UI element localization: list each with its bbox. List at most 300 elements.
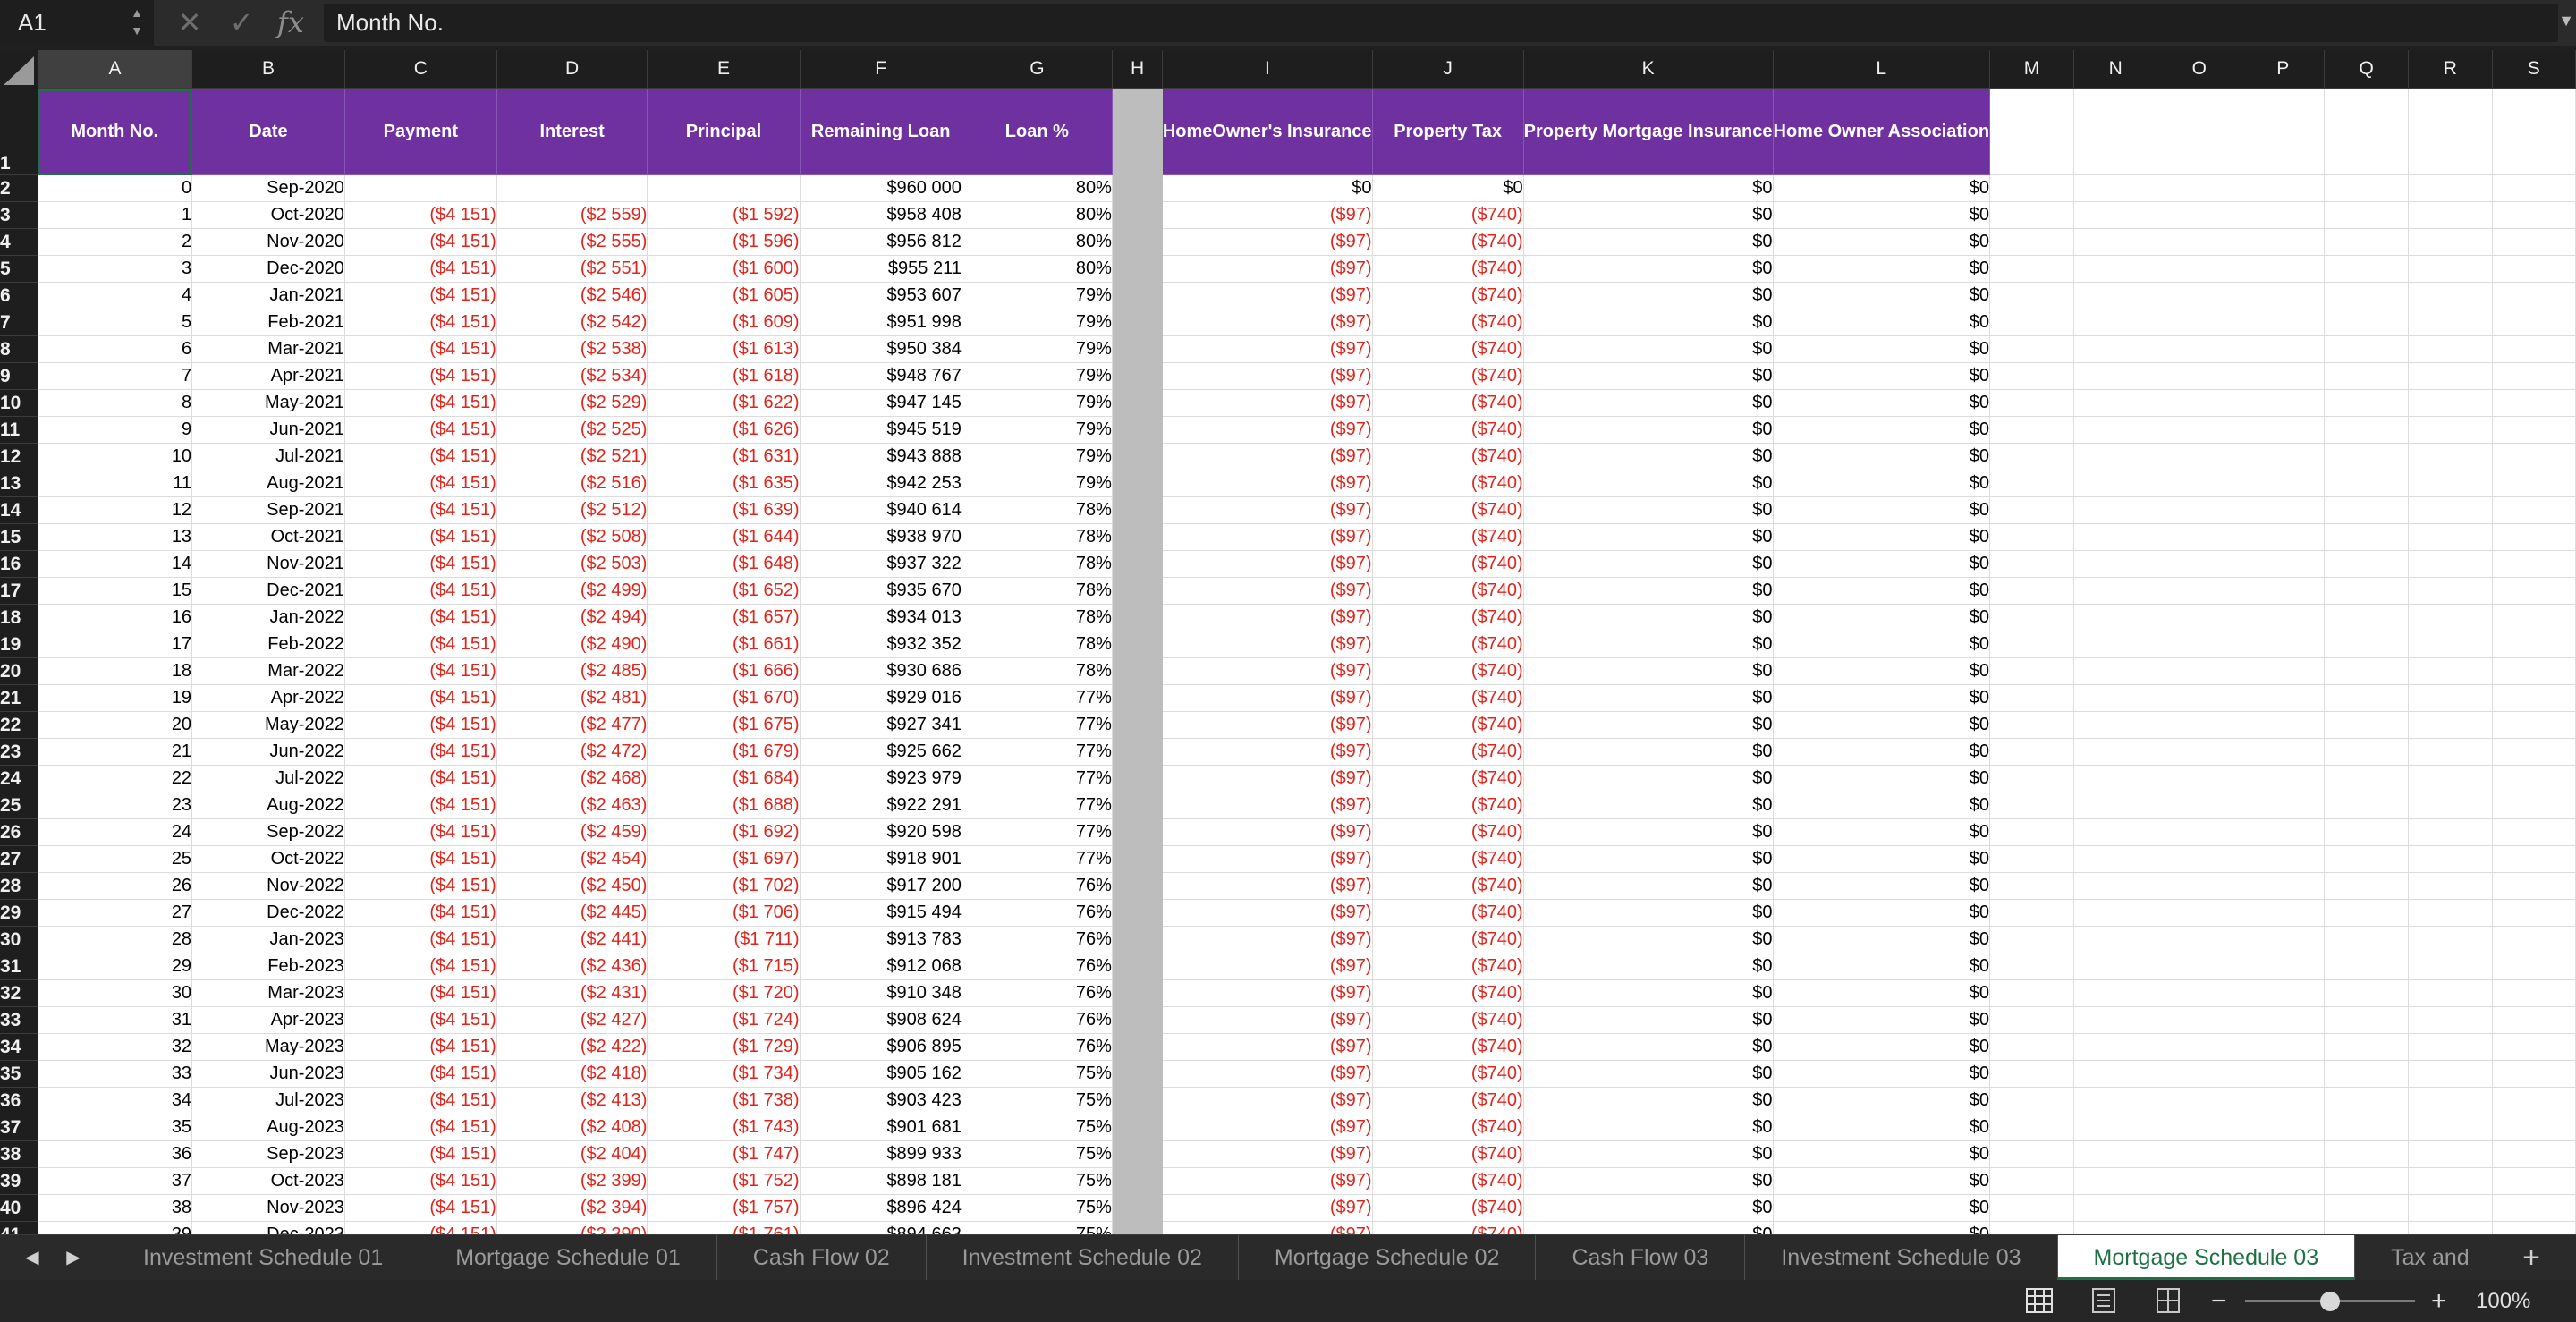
table-cell[interactable]: ($97) (1163, 229, 1372, 256)
table-cell[interactable]: 77% (962, 819, 1112, 846)
gap-column[interactable] (1112, 792, 1162, 819)
table-cell[interactable]: 79% (962, 390, 1112, 417)
empty-cell[interactable] (2325, 470, 2409, 497)
gap-column[interactable] (1112, 685, 1162, 712)
gap-column[interactable] (1112, 524, 1162, 551)
empty-cell[interactable] (2073, 1141, 2157, 1168)
gap-column[interactable] (1112, 256, 1162, 283)
page-break-view-icon[interactable] (2154, 1287, 2182, 1314)
empty-cell[interactable] (2157, 766, 2241, 792)
empty-cell[interactable] (2325, 309, 2409, 336)
empty-cell[interactable] (2157, 390, 2241, 417)
empty-cell[interactable] (2073, 417, 2157, 444)
table-cell[interactable]: 19 (38, 685, 191, 712)
table-cell[interactable]: $940 614 (800, 497, 962, 524)
empty-cell[interactable] (2241, 712, 2325, 739)
table-cell[interactable]: $0 (1773, 658, 1990, 685)
table-cell[interactable]: 16 (38, 605, 191, 631)
table-cell[interactable]: 8 (38, 390, 191, 417)
empty-cell[interactable] (2157, 658, 2241, 685)
row-header[interactable]: 12 (0, 444, 38, 470)
table-cell[interactable]: $948 767 (800, 363, 962, 390)
empty-cell[interactable] (2073, 175, 2157, 202)
header-homeowners-insurance[interactable]: HomeOwner's Insurance (1163, 89, 1372, 175)
table-cell[interactable]: ($4 151) (344, 900, 496, 927)
table-cell[interactable]: $912 068 (800, 953, 962, 980)
empty-cell[interactable] (2325, 497, 2409, 524)
empty-cell[interactable] (2073, 390, 2157, 417)
empty-cell[interactable] (2073, 283, 2157, 309)
empty-cell[interactable] (2241, 631, 2325, 658)
empty-cell[interactable] (2157, 578, 2241, 605)
table-cell[interactable]: ($1 692) (648, 819, 800, 846)
empty-cell[interactable] (2492, 819, 2575, 846)
gap-column[interactable] (1112, 89, 1162, 175)
empty-cell[interactable] (2492, 739, 2575, 766)
empty-cell[interactable] (2157, 202, 2241, 229)
table-cell[interactable]: Jan-2023 (192, 927, 345, 953)
empty-cell[interactable] (2409, 175, 2493, 202)
empty-cell[interactable] (1990, 256, 2074, 283)
table-cell[interactable]: $910 348 (800, 980, 962, 1007)
empty-cell[interactable] (2241, 792, 2325, 819)
table-cell[interactable]: 37 (38, 1168, 191, 1195)
empty-cell[interactable] (2073, 846, 2157, 873)
table-cell[interactable]: ($2 427) (496, 1007, 648, 1034)
table-cell[interactable]: $0 (1773, 1168, 1990, 1195)
sheet-tab[interactable]: Cash Flow 03 (1536, 1235, 1745, 1280)
table-cell[interactable]: $0 (1773, 551, 1990, 578)
zoom-level[interactable]: 100% (2476, 1289, 2531, 1313)
empty-cell[interactable] (2325, 766, 2409, 792)
column-header-q[interactable]: Q (2325, 50, 2409, 89)
table-cell[interactable]: ($2 538) (496, 336, 648, 363)
empty-cell[interactable] (2073, 980, 2157, 1007)
table-cell[interactable]: $951 998 (800, 309, 962, 336)
table-cell[interactable]: 75% (962, 1114, 1112, 1141)
empty-cell[interactable] (2157, 470, 2241, 497)
table-cell[interactable]: $0 (1523, 1195, 1773, 1222)
table-cell[interactable]: ($740) (1372, 390, 1523, 417)
empty-cell[interactable] (2073, 819, 2157, 846)
table-cell[interactable]: 24 (38, 819, 191, 846)
table-cell[interactable]: ($740) (1372, 202, 1523, 229)
empty-cell[interactable] (2157, 1141, 2241, 1168)
table-cell[interactable]: Apr-2022 (192, 685, 345, 712)
table-cell[interactable]: 79% (962, 309, 1112, 336)
empty-cell[interactable] (1990, 873, 2074, 900)
empty-cell[interactable] (2325, 283, 2409, 309)
empty-cell[interactable] (2409, 89, 2493, 175)
table-cell[interactable]: ($740) (1372, 336, 1523, 363)
empty-cell[interactable] (1990, 444, 2074, 470)
table-cell[interactable]: 7 (38, 363, 191, 390)
table-cell[interactable]: 29 (38, 953, 191, 980)
empty-cell[interactable] (1990, 739, 2074, 766)
column-header-c[interactable]: C (344, 50, 496, 89)
table-cell[interactable]: ($1 596) (648, 229, 800, 256)
table-cell[interactable]: ($97) (1163, 900, 1372, 927)
normal-view-icon[interactable] (2025, 1287, 2054, 1314)
empty-cell[interactable] (2157, 1061, 2241, 1088)
empty-cell[interactable] (2157, 1195, 2241, 1222)
empty-cell[interactable] (2492, 873, 2575, 900)
row-header[interactable]: 24 (0, 766, 38, 792)
table-cell[interactable]: ($4 151) (344, 712, 496, 739)
empty-cell[interactable] (2492, 363, 2575, 390)
table-cell[interactable]: ($97) (1163, 1034, 1372, 1061)
empty-cell[interactable] (2157, 1007, 2241, 1034)
table-cell[interactable]: $935 670 (800, 578, 962, 605)
column-header-h[interactable]: H (1112, 50, 1162, 89)
table-cell[interactable]: $0 (1773, 175, 1990, 202)
empty-cell[interactable] (2492, 524, 2575, 551)
table-cell[interactable]: ($740) (1372, 417, 1523, 444)
empty-cell[interactable] (1990, 1007, 2074, 1034)
table-cell[interactable]: Mar-2022 (192, 658, 345, 685)
table-cell[interactable]: 78% (962, 605, 1112, 631)
empty-cell[interactable] (2073, 336, 2157, 363)
gap-column[interactable] (1112, 1061, 1162, 1088)
gap-column[interactable] (1112, 1007, 1162, 1034)
empty-cell[interactable] (2073, 631, 2157, 658)
table-cell[interactable]: ($97) (1163, 792, 1372, 819)
table-cell[interactable]: 27 (38, 900, 191, 927)
gap-column[interactable] (1112, 980, 1162, 1007)
empty-cell[interactable] (2409, 417, 2493, 444)
table-cell[interactable]: $0 (1773, 846, 1990, 873)
row-header[interactable]: 38 (0, 1141, 38, 1168)
table-cell[interactable]: ($97) (1163, 766, 1372, 792)
table-cell[interactable]: ($4 151) (344, 685, 496, 712)
empty-cell[interactable] (2073, 524, 2157, 551)
empty-cell[interactable] (1990, 497, 2074, 524)
table-cell[interactable]: ($4 151) (344, 631, 496, 658)
column-header-f[interactable]: F (800, 50, 962, 89)
table-cell[interactable]: $0 (1773, 873, 1990, 900)
empty-cell[interactable] (2073, 739, 2157, 766)
empty-cell[interactable] (2157, 551, 2241, 578)
name-box[interactable]: A1 (0, 0, 154, 46)
table-cell[interactable]: 20 (38, 712, 191, 739)
table-cell[interactable]: ($1 639) (648, 497, 800, 524)
empty-cell[interactable] (2073, 363, 2157, 390)
empty-cell[interactable] (2241, 819, 2325, 846)
table-cell[interactable]: Nov-2020 (192, 229, 345, 256)
empty-cell[interactable] (2409, 497, 2493, 524)
table-cell[interactable]: $0 (1163, 175, 1372, 202)
empty-cell[interactable] (2157, 953, 2241, 980)
table-cell[interactable]: 78% (962, 578, 1112, 605)
row-header[interactable]: 31 (0, 953, 38, 980)
empty-cell[interactable] (2157, 229, 2241, 256)
table-cell[interactable]: 78% (962, 524, 1112, 551)
table-cell[interactable]: $927 341 (800, 712, 962, 739)
table-cell[interactable]: 33 (38, 1061, 191, 1088)
table-cell[interactable]: $0 (1773, 444, 1990, 470)
empty-cell[interactable] (2157, 1034, 2241, 1061)
table-cell[interactable]: ($97) (1163, 363, 1372, 390)
empty-cell[interactable] (2241, 1114, 2325, 1141)
table-cell[interactable]: ($740) (1372, 980, 1523, 1007)
table-cell[interactable]: $0 (1523, 980, 1773, 1007)
table-cell[interactable]: ($1 679) (648, 739, 800, 766)
row-header[interactable]: 13 (0, 470, 38, 497)
empty-cell[interactable] (2325, 175, 2409, 202)
sheet-tab[interactable]: Investment Schedule 02 (927, 1235, 1239, 1280)
gap-column[interactable] (1112, 953, 1162, 980)
empty-cell[interactable] (2157, 444, 2241, 470)
table-cell[interactable]: ($740) (1372, 953, 1523, 980)
table-cell[interactable]: ($1 734) (648, 1061, 800, 1088)
empty-cell[interactable] (2325, 1195, 2409, 1222)
table-cell[interactable]: 11 (38, 470, 191, 497)
table-cell[interactable]: $0 (1773, 524, 1990, 551)
table-cell[interactable]: $0 (1523, 417, 1773, 444)
empty-cell[interactable] (2241, 89, 2325, 175)
table-cell[interactable]: Jul-2022 (192, 766, 345, 792)
table-cell[interactable]: ($4 151) (344, 497, 496, 524)
table-cell[interactable]: $917 200 (800, 873, 962, 900)
row-header[interactable]: 3 (0, 202, 38, 229)
table-cell[interactable]: 26 (38, 873, 191, 900)
empty-cell[interactable] (2409, 1034, 2493, 1061)
row-header[interactable]: 17 (0, 578, 38, 605)
table-cell[interactable]: $923 979 (800, 766, 962, 792)
gap-column[interactable] (1112, 175, 1162, 202)
table-cell[interactable]: Apr-2023 (192, 1007, 345, 1034)
empty-cell[interactable] (2492, 766, 2575, 792)
table-cell[interactable]: ($2 399) (496, 1168, 648, 1195)
table-cell[interactable]: $0 (1523, 283, 1773, 309)
empty-cell[interactable] (2325, 1088, 2409, 1114)
table-cell[interactable] (344, 175, 496, 202)
empty-cell[interactable] (2073, 202, 2157, 229)
table-cell[interactable]: ($740) (1372, 792, 1523, 819)
table-cell[interactable]: ($4 151) (344, 417, 496, 444)
table-cell[interactable]: ($1 720) (648, 980, 800, 1007)
table-cell[interactable]: $0 (1523, 390, 1773, 417)
empty-cell[interactable] (2409, 953, 2493, 980)
table-cell[interactable]: Feb-2021 (192, 309, 345, 336)
table-cell[interactable]: $0 (1773, 1088, 1990, 1114)
table-cell[interactable]: $0 (1523, 953, 1773, 980)
table-cell[interactable]: $0 (1523, 524, 1773, 551)
empty-cell[interactable] (1990, 1141, 2074, 1168)
empty-cell[interactable] (2157, 1114, 2241, 1141)
table-cell[interactable]: ($2 459) (496, 819, 648, 846)
table-cell[interactable]: 76% (962, 927, 1112, 953)
table-cell[interactable]: 76% (962, 1007, 1112, 1034)
table-cell[interactable]: ($740) (1372, 1061, 1523, 1088)
table-cell[interactable]: ($740) (1372, 363, 1523, 390)
table-cell[interactable]: ($2 494) (496, 605, 648, 631)
table-cell[interactable]: ($1 600) (648, 256, 800, 283)
table-cell[interactable]: $0 (1773, 390, 1990, 417)
header-loan-percent[interactable]: Loan % (962, 89, 1112, 175)
empty-cell[interactable] (1990, 1088, 2074, 1114)
column-header-o[interactable]: O (2157, 50, 2241, 89)
empty-cell[interactable] (2492, 846, 2575, 873)
table-cell[interactable]: ($740) (1372, 685, 1523, 712)
empty-cell[interactable] (2073, 658, 2157, 685)
gap-column[interactable] (1112, 578, 1162, 605)
empty-cell[interactable] (2241, 175, 2325, 202)
empty-cell[interactable] (2325, 229, 2409, 256)
table-cell[interactable]: ($740) (1372, 1088, 1523, 1114)
table-cell[interactable]: 78% (962, 551, 1112, 578)
table-cell[interactable]: ($2 546) (496, 283, 648, 309)
table-cell[interactable]: $0 (1523, 1141, 1773, 1168)
empty-cell[interactable] (2241, 283, 2325, 309)
table-cell[interactable]: 75% (962, 1141, 1112, 1168)
row-header[interactable]: 36 (0, 1088, 38, 1114)
table-cell[interactable]: $0 (1773, 927, 1990, 953)
empty-cell[interactable] (1990, 470, 2074, 497)
table-cell[interactable]: ($740) (1372, 470, 1523, 497)
table-cell[interactable]: ($1 743) (648, 1114, 800, 1141)
table-cell[interactable]: 32 (38, 1034, 191, 1061)
table-cell[interactable]: ($740) (1372, 739, 1523, 766)
gap-column[interactable] (1112, 470, 1162, 497)
table-cell[interactable]: ($2 559) (496, 202, 648, 229)
table-cell[interactable]: $0 (1523, 631, 1773, 658)
table-cell[interactable]: ($1 729) (648, 1034, 800, 1061)
column-header-b[interactable]: B (192, 50, 345, 89)
table-cell[interactable]: 14 (38, 551, 191, 578)
empty-cell[interactable] (2409, 980, 2493, 1007)
column-header-a[interactable]: A (38, 50, 191, 89)
row-header[interactable]: 35 (0, 1061, 38, 1088)
empty-cell[interactable] (1990, 605, 2074, 631)
empty-cell[interactable] (2325, 712, 2409, 739)
empty-cell[interactable] (2157, 175, 2241, 202)
table-cell[interactable]: 77% (962, 739, 1112, 766)
empty-cell[interactable] (2073, 256, 2157, 283)
table-cell[interactable]: ($4 151) (344, 229, 496, 256)
table-cell[interactable]: 80% (962, 202, 1112, 229)
empty-cell[interactable] (2409, 1088, 2493, 1114)
table-cell[interactable]: Nov-2022 (192, 873, 345, 900)
table-cell[interactable]: 3 (38, 256, 191, 283)
name-box-stepper-icon[interactable]: ▲ ▼ (131, 5, 143, 38)
empty-cell[interactable] (2492, 1168, 2575, 1195)
table-cell[interactable]: ($1 757) (648, 1195, 800, 1222)
table-cell[interactable]: 76% (962, 953, 1112, 980)
empty-cell[interactable] (2157, 256, 2241, 283)
empty-cell[interactable] (2492, 685, 2575, 712)
empty-cell[interactable] (2157, 846, 2241, 873)
empty-cell[interactable] (2409, 819, 2493, 846)
table-cell[interactable]: Jul-2021 (192, 444, 345, 470)
table-cell[interactable]: $0 (1773, 1141, 1990, 1168)
empty-cell[interactable] (2157, 605, 2241, 631)
sheet-tab[interactable]: Investment Schedule 01 (107, 1235, 419, 1280)
empty-cell[interactable] (2492, 229, 2575, 256)
table-cell[interactable]: ($4 151) (344, 658, 496, 685)
table-cell[interactable]: $0 (1773, 792, 1990, 819)
table-cell[interactable]: 35 (38, 1114, 191, 1141)
empty-cell[interactable] (1990, 1168, 2074, 1195)
table-cell[interactable]: ($2 422) (496, 1034, 648, 1061)
column-header-s[interactable]: S (2492, 50, 2575, 89)
table-cell[interactable]: ($4 151) (344, 1007, 496, 1034)
table-cell[interactable]: ($4 151) (344, 470, 496, 497)
table-cell[interactable]: $0 (1773, 685, 1990, 712)
gap-column[interactable] (1112, 283, 1162, 309)
table-cell[interactable]: ($1 657) (648, 605, 800, 631)
row-header[interactable]: 11 (0, 417, 38, 444)
table-cell[interactable]: Apr-2021 (192, 363, 345, 390)
empty-cell[interactable] (2325, 363, 2409, 390)
table-cell[interactable]: Sep-2022 (192, 819, 345, 846)
empty-cell[interactable] (2492, 578, 2575, 605)
zoom-in-button[interactable]: + (2431, 1286, 2447, 1316)
table-cell[interactable]: 10 (38, 444, 191, 470)
table-cell[interactable]: ($4 151) (344, 578, 496, 605)
sheet-tab[interactable]: Mortgage Schedule 01 (419, 1235, 717, 1280)
empty-cell[interactable] (1990, 283, 2074, 309)
table-cell[interactable]: ($740) (1372, 766, 1523, 792)
gap-column[interactable] (1112, 202, 1162, 229)
table-cell[interactable]: ($4 151) (344, 283, 496, 309)
table-cell[interactable]: $0 (1523, 1088, 1773, 1114)
table-cell[interactable]: Mar-2021 (192, 336, 345, 363)
table-cell[interactable]: Feb-2023 (192, 953, 345, 980)
table-cell[interactable]: ($97) (1163, 1088, 1372, 1114)
empty-cell[interactable] (2409, 470, 2493, 497)
column-header-k[interactable]: K (1523, 50, 1773, 89)
empty-cell[interactable] (2409, 631, 2493, 658)
table-cell[interactable]: ($2 521) (496, 444, 648, 470)
table-cell[interactable]: $913 783 (800, 927, 962, 953)
table-cell[interactable]: $956 812 (800, 229, 962, 256)
table-cell[interactable]: $0 (1773, 980, 1990, 1007)
row-header[interactable]: 34 (0, 1034, 38, 1061)
table-cell[interactable]: ($97) (1163, 980, 1372, 1007)
table-cell[interactable]: 80% (962, 175, 1112, 202)
empty-cell[interactable] (2157, 900, 2241, 927)
empty-cell[interactable] (2241, 470, 2325, 497)
table-cell[interactable]: ($1 613) (648, 336, 800, 363)
empty-cell[interactable] (1990, 685, 2074, 712)
table-cell[interactable]: ($1 592) (648, 202, 800, 229)
empty-cell[interactable] (2073, 1195, 2157, 1222)
empty-cell[interactable] (2073, 927, 2157, 953)
empty-cell[interactable] (2492, 256, 2575, 283)
table-cell[interactable]: $0 (1773, 470, 1990, 497)
empty-cell[interactable] (2325, 792, 2409, 819)
gap-column[interactable] (1112, 658, 1162, 685)
table-cell[interactable]: ($97) (1163, 578, 1372, 605)
table-cell[interactable]: ($4 151) (344, 363, 496, 390)
header-payment[interactable]: Payment (344, 89, 496, 175)
gap-column[interactable] (1112, 551, 1162, 578)
table-cell[interactable] (648, 175, 800, 202)
table-cell[interactable]: ($740) (1372, 1114, 1523, 1141)
row-header[interactable]: 21 (0, 685, 38, 712)
empty-cell[interactable] (2073, 792, 2157, 819)
gap-column[interactable] (1112, 1168, 1162, 1195)
empty-cell[interactable] (2073, 89, 2157, 175)
column-header-l[interactable]: L (1773, 50, 1990, 89)
row-header[interactable]: 39 (0, 1168, 38, 1195)
empty-cell[interactable] (1990, 578, 2074, 605)
table-cell[interactable]: ($740) (1372, 846, 1523, 873)
gap-column[interactable] (1112, 605, 1162, 631)
empty-cell[interactable] (2492, 283, 2575, 309)
table-cell[interactable]: ($97) (1163, 256, 1372, 283)
